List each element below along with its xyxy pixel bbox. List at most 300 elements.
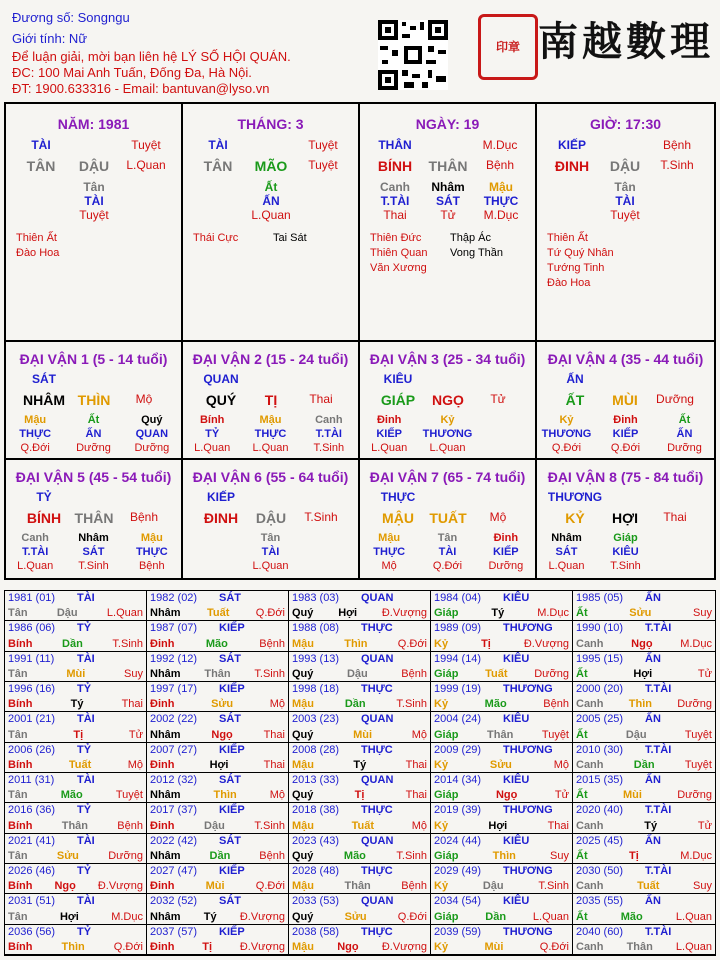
year-stem: Ất xyxy=(576,668,588,680)
hidden-cell: T.Sinh xyxy=(78,560,109,572)
hidden-cell: Kỷ xyxy=(440,414,455,426)
dai-van-title: ĐẠI VẬN 5 (45 - 54 tuổi) xyxy=(15,469,172,485)
hidden-cell: KIÊU xyxy=(612,546,639,558)
year-god: T.TÀI xyxy=(645,683,672,695)
year-label: 2017 (37) xyxy=(150,804,198,817)
year-branch: Tị xyxy=(354,789,365,802)
dai-van-hidden-row xyxy=(6,560,181,572)
year-phase: M.Dục xyxy=(680,850,712,862)
hidden-stem: Mậu xyxy=(489,180,513,194)
year-phase: Q.Đới xyxy=(397,910,427,923)
year-stem: Nhâm xyxy=(150,789,181,802)
year-cell[interactable] xyxy=(573,682,715,712)
year-branch: Thìn xyxy=(213,789,237,802)
year-stem: Kỷ xyxy=(434,819,449,832)
year-phase: L.Quan xyxy=(106,607,143,620)
year-cell[interactable] xyxy=(147,652,289,682)
pillar-stem: TÂN xyxy=(26,158,56,174)
dai-van-branch: THÌN xyxy=(77,392,111,408)
year-phase: Suy xyxy=(550,850,569,862)
year-branch: Thìn xyxy=(344,637,368,650)
dai-van-3[interactable] xyxy=(360,342,537,460)
star-label: Thiên Ất xyxy=(16,232,57,244)
year-cell[interactable] xyxy=(5,682,147,712)
annual-luck-grid xyxy=(4,590,716,956)
star-label: Văn Xương xyxy=(370,262,427,274)
hidden-cell: ẤN xyxy=(85,428,102,440)
year-label: 2021 (41) xyxy=(8,834,56,847)
year-stem: Kỷ xyxy=(434,759,449,771)
hidden-cell: L.Quan xyxy=(371,442,408,454)
year-phase: T.Sinh xyxy=(396,850,427,862)
year-label: 2032 (52) xyxy=(150,895,198,908)
year-branch: Sửu xyxy=(211,698,234,711)
year-cell[interactable] xyxy=(5,864,147,894)
year-god: QUAN xyxy=(361,652,394,665)
year-cell[interactable] xyxy=(573,894,715,924)
year-stem: Canh xyxy=(576,819,604,832)
year-stem: Bính xyxy=(8,941,33,953)
year-branch: Mão xyxy=(60,789,83,802)
dai-van-2[interactable] xyxy=(183,342,360,460)
year-stem: Giáp xyxy=(434,728,459,741)
year-phase: Q.Đới xyxy=(113,941,143,953)
year-cell[interactable] xyxy=(431,803,573,833)
year-phase: L.Quan xyxy=(675,910,712,923)
year-god: THỰC xyxy=(361,622,393,635)
year-stem: Canh xyxy=(576,880,604,893)
hidden-cell: L.Quan xyxy=(252,560,289,572)
dai-van-title: ĐẠI VẬN 7 (65 - 74 tuổi) xyxy=(369,469,526,485)
year-label: 1994 (14) xyxy=(434,652,482,665)
year-label: 2039 (59) xyxy=(434,925,482,938)
year-bottom xyxy=(150,789,285,801)
year-branch: Tý xyxy=(353,759,367,771)
year-label: 2035 (55) xyxy=(576,895,624,908)
dai-van-hidden-row xyxy=(360,532,535,544)
year-cell[interactable] xyxy=(431,712,573,742)
dai-van-branch: HỢI xyxy=(612,510,638,526)
year-cell[interactable] xyxy=(5,621,147,651)
year-branch: Tý xyxy=(491,607,505,620)
year-branch: Tuất xyxy=(351,819,375,832)
hidden-cell: Ất xyxy=(87,414,100,426)
year-branch: Ngọ xyxy=(54,880,76,893)
year-stem: Bính xyxy=(8,759,33,771)
hidden-phase: Tuyệt xyxy=(610,208,640,222)
year-cell[interactable] xyxy=(573,652,715,682)
year-branch: Hợi xyxy=(488,819,508,832)
year-god: THỰC xyxy=(361,865,393,877)
year-branch: Thìn xyxy=(492,850,516,862)
header xyxy=(0,0,720,100)
year-label: 2002 (22) xyxy=(150,713,198,726)
dai-van-god: QUAN xyxy=(203,372,239,386)
year-cell[interactable] xyxy=(573,621,715,651)
year-phase: Tử xyxy=(554,789,569,802)
year-branch: Ngọ xyxy=(211,728,233,741)
year-bottom xyxy=(150,911,285,923)
hidden-cell: Mậu xyxy=(140,532,163,544)
year-cell[interactable] xyxy=(289,743,431,773)
year-label: 2037 (57) xyxy=(150,925,198,938)
pillar-phase-top: Tuyệt xyxy=(131,138,161,152)
pillar-title: GIỜ: 17:30 xyxy=(589,116,662,132)
year-cell[interactable] xyxy=(5,925,147,955)
year-cell[interactable] xyxy=(147,803,289,833)
year-god: KIÊU xyxy=(503,713,530,726)
pillar-stem: ĐINH xyxy=(554,158,590,174)
dai-van-hidden-row xyxy=(360,414,535,426)
year-cell[interactable] xyxy=(431,925,573,955)
year-branch: Dần xyxy=(633,759,655,771)
year-cell[interactable] xyxy=(147,925,289,955)
dai-van-5[interactable] xyxy=(6,460,183,578)
dai-van-8[interactable] xyxy=(537,460,714,578)
year-cell[interactable] xyxy=(573,773,715,803)
dai-van-7[interactable] xyxy=(360,460,537,578)
year-cell[interactable] xyxy=(289,591,431,621)
year-cell[interactable] xyxy=(289,834,431,864)
year-cell[interactable] xyxy=(289,864,431,894)
hidden-cell: Nhâm xyxy=(551,532,582,544)
year-cell[interactable] xyxy=(289,925,431,955)
year-phase: Q.Đới xyxy=(255,880,285,893)
year-phase: Suy xyxy=(693,607,712,620)
star-label: Thiên Đức xyxy=(370,232,422,244)
year-phase: T.Sinh xyxy=(254,819,285,832)
year-branch: Ngọ xyxy=(337,941,359,953)
year-cell[interactable] xyxy=(573,712,715,742)
dai-van-6[interactable] xyxy=(183,460,360,578)
year-stem: Quý xyxy=(292,607,314,620)
dai-van-god: KIẾP xyxy=(206,490,235,504)
year-branch: Thân xyxy=(61,819,89,832)
year-label: 2004 (24) xyxy=(434,713,482,726)
year-cell[interactable] xyxy=(431,652,573,682)
year-cell[interactable] xyxy=(431,621,573,651)
year-bottom xyxy=(8,880,143,892)
year-phase: Bệnh xyxy=(401,880,427,893)
year-god: THỰC xyxy=(361,925,393,938)
year-bottom xyxy=(434,729,569,741)
year-cell[interactable] xyxy=(431,591,573,621)
year-god: KIÊU xyxy=(503,774,530,786)
hidden-cell: ẤN xyxy=(676,428,693,440)
year-phase: Suy xyxy=(693,880,712,893)
hidden-cell: Giáp xyxy=(613,532,638,544)
year-cell[interactable] xyxy=(147,712,289,742)
hidden-cell: L.Quan xyxy=(17,560,54,572)
year-phase: Mộ xyxy=(553,759,569,771)
pillar-phase-top: Tuyệt xyxy=(308,138,338,152)
year-label: 1992 (12) xyxy=(150,652,198,665)
year-branch: Thân xyxy=(626,941,653,953)
dai-van-stem: KỶ xyxy=(565,510,585,526)
year-stem: Canh xyxy=(576,759,604,771)
year-label: 1998 (18) xyxy=(292,683,340,695)
year-cell[interactable] xyxy=(5,712,147,742)
dai-van-hidden-row xyxy=(537,546,714,558)
year-god: THỰC xyxy=(361,743,393,756)
year-branch: Thân xyxy=(487,728,514,741)
year-god: KIẾP xyxy=(219,743,245,756)
year-cell[interactable] xyxy=(5,773,147,803)
hidden-cell: Canh xyxy=(315,414,343,426)
year-cell[interactable] xyxy=(5,803,147,833)
year-cell[interactable] xyxy=(573,864,715,894)
year-god: SÁT xyxy=(219,652,241,665)
year-god: TỶ xyxy=(77,622,92,635)
year-branch: Tị xyxy=(202,941,213,953)
year-stem: Đinh xyxy=(150,698,175,711)
year-bottom xyxy=(150,941,285,953)
year-cell[interactable] xyxy=(431,864,573,894)
dai-van-hidden-row xyxy=(6,428,181,440)
year-god: TÀI xyxy=(77,774,95,786)
dai-van-hidden-row xyxy=(6,442,181,454)
year-god: QUAN xyxy=(361,895,394,908)
year-branch: Sửu xyxy=(489,759,512,771)
year-god: THỰC xyxy=(361,683,393,695)
hidden-cell: Đinh xyxy=(613,414,638,426)
year-phase: Dưỡng xyxy=(677,789,712,802)
dai-van-god: TỶ xyxy=(36,490,52,504)
hidden-cell: TỶ xyxy=(205,428,220,440)
year-bottom xyxy=(292,607,427,619)
year-cell[interactable] xyxy=(289,803,431,833)
year-phase: Đ.Vượng xyxy=(239,910,285,923)
dai-van-4[interactable] xyxy=(537,342,714,460)
dai-van-stem: ẤT xyxy=(565,392,585,408)
year-cell[interactable] xyxy=(147,894,289,924)
year-stem: Quý xyxy=(292,910,314,923)
year-bottom xyxy=(292,729,427,741)
hidden-cell: Dưỡng xyxy=(134,442,170,454)
hidden-cell: Q.Đới xyxy=(610,442,641,454)
year-branch: Thân xyxy=(204,668,231,680)
year-phase: Dưỡng xyxy=(534,668,569,680)
year-god: TÀI xyxy=(77,592,95,604)
dai-van-phase: Dưỡng xyxy=(656,392,694,406)
hidden-cell: T.TÀI xyxy=(22,546,49,558)
year-bottom xyxy=(292,668,427,680)
year-bottom xyxy=(150,759,285,771)
year-label: 1982 (02) xyxy=(150,592,198,604)
year-cell[interactable] xyxy=(431,773,573,803)
year-label: 1997 (17) xyxy=(150,683,198,695)
dai-van-stem: QUÝ xyxy=(205,392,237,408)
year-god: SÁT xyxy=(219,713,241,726)
year-label: 2034 (54) xyxy=(434,895,482,908)
year-label: 1984 (04) xyxy=(434,592,482,604)
year-phase: T.Sinh xyxy=(538,880,569,893)
year-cell[interactable] xyxy=(431,834,573,864)
year-bottom xyxy=(292,759,427,771)
year-god: THƯƠNG xyxy=(503,865,553,877)
dai-van-branch: TỊ xyxy=(264,392,278,408)
year-label: 2022 (42) xyxy=(150,834,198,847)
year-cell[interactable] xyxy=(289,773,431,803)
hidden-cell xyxy=(300,546,358,558)
hidden-cell: TÀI xyxy=(438,546,457,558)
year-stem: Nhâm xyxy=(150,607,181,620)
year-cell[interactable] xyxy=(573,925,715,955)
dai-van-phase: Bệnh xyxy=(129,510,159,524)
hidden-cell: THỰC xyxy=(254,428,287,440)
hidden-cell: Đinh xyxy=(376,414,402,426)
year-label: 2026 (46) xyxy=(8,865,56,877)
hidden-phase: Tuyệt xyxy=(79,208,109,222)
year-cell[interactable] xyxy=(573,803,715,833)
year-god: KIẾP xyxy=(219,925,245,938)
star-label: Thái Cực xyxy=(193,232,239,244)
star-label: Tứ Quý Nhân xyxy=(547,247,614,259)
year-god: THƯƠNG xyxy=(503,622,553,635)
year-phase: T.Sinh xyxy=(396,698,427,711)
year-cell[interactable] xyxy=(147,621,289,651)
year-branch: Tuất xyxy=(637,880,660,893)
year-stem: Quý xyxy=(292,668,314,680)
year-god: QUAN xyxy=(361,834,394,847)
year-cell[interactable] xyxy=(431,682,573,712)
year-bottom xyxy=(8,729,143,741)
year-cell[interactable] xyxy=(147,834,289,864)
hidden-cell: Tân xyxy=(437,532,458,544)
hidden-cell xyxy=(300,532,358,544)
calligraphy-logo: 南越數理 xyxy=(538,18,714,65)
hidden-cell: SÁT xyxy=(82,546,105,558)
year-cell[interactable] xyxy=(5,834,147,864)
year-cell[interactable] xyxy=(573,591,715,621)
year-stem: Bính xyxy=(8,819,33,832)
year-bottom xyxy=(8,607,143,619)
pillar-3 xyxy=(537,104,714,340)
year-cell[interactable] xyxy=(5,894,147,924)
year-branch: Ngọ xyxy=(495,789,518,802)
year-phase: Q.Đới xyxy=(255,607,285,620)
year-phase: Đ.Vượng xyxy=(381,607,427,620)
year-bottom xyxy=(8,789,143,801)
year-branch: Tuất xyxy=(68,759,92,771)
year-god: ẤN xyxy=(645,713,661,726)
dai-van-phase: Thai xyxy=(663,510,687,524)
year-label: 2031 (51) xyxy=(8,895,56,908)
year-cell[interactable] xyxy=(289,682,431,712)
year-bottom xyxy=(576,880,712,892)
dai-van-god: THỰC xyxy=(380,490,416,504)
year-god: THƯƠNG xyxy=(503,743,553,756)
dai-van-hidden-row xyxy=(360,442,535,454)
year-label: 2023 (43) xyxy=(292,834,340,847)
year-stem: Bính xyxy=(8,698,33,711)
year-stem: Tân xyxy=(8,850,28,862)
year-bottom xyxy=(150,668,285,680)
dai-van-stem: GIÁP xyxy=(380,392,416,408)
year-cell[interactable] xyxy=(573,743,715,773)
year-label: 2033 (53) xyxy=(292,895,340,908)
year-label: 2027 (47) xyxy=(150,865,198,877)
dai-van-1[interactable] xyxy=(6,342,183,460)
year-cell[interactable] xyxy=(147,591,289,621)
year-cell[interactable] xyxy=(147,743,289,773)
pillar-phase: T.Sinh xyxy=(660,158,694,172)
year-bottom xyxy=(434,638,569,650)
year-label: 2030 (50) xyxy=(576,865,624,877)
dai-van-hidden-row xyxy=(183,546,358,558)
year-stem: Tân xyxy=(8,789,28,802)
year-cell[interactable] xyxy=(5,591,147,621)
year-label: 2005 (25) xyxy=(576,713,624,726)
year-cell[interactable] xyxy=(289,621,431,651)
year-stem: Kỷ xyxy=(434,880,449,893)
dai-van-title: ĐẠI VẬN 1 (5 - 14 tuổi) xyxy=(19,351,168,367)
star-label: Thiên Ất xyxy=(547,232,588,244)
year-god: SÁT xyxy=(219,834,241,847)
year-cell[interactable] xyxy=(289,652,431,682)
year-label: 2008 (28) xyxy=(292,743,340,756)
year-cell[interactable] xyxy=(147,773,289,803)
year-god: TÀI xyxy=(77,895,95,908)
dai-van-title: ĐẠI VẬN 6 (55 - 64 tuổi) xyxy=(192,469,349,485)
year-god: TỶ xyxy=(77,743,92,756)
year-stem: Mậu xyxy=(292,941,314,953)
year-cell[interactable] xyxy=(431,894,573,924)
year-stem: Tân xyxy=(8,910,28,923)
address: ĐC: 100 Mai Anh Tuấn, Đống Đa, Hà Nội. xyxy=(12,65,252,80)
hidden-cell: Dưỡng xyxy=(488,560,524,572)
year-cell[interactable] xyxy=(5,743,147,773)
year-bottom xyxy=(8,638,143,650)
dai-van-hidden-row xyxy=(183,442,358,454)
year-bottom xyxy=(8,850,143,862)
year-cell[interactable] xyxy=(289,712,431,742)
year-label: 1995 (15) xyxy=(576,652,624,665)
year-label: 1988 (08) xyxy=(292,622,340,635)
year-phase: Bệnh xyxy=(259,637,285,650)
dai-van-hidden-row xyxy=(537,560,714,572)
year-god: KIẾP xyxy=(219,804,245,817)
year-cell[interactable] xyxy=(147,864,289,894)
year-cell[interactable] xyxy=(5,652,147,682)
dai-van-hidden-row xyxy=(360,546,535,558)
year-god: TÀI xyxy=(77,713,95,726)
year-phase: Mộ xyxy=(269,698,285,711)
year-bottom xyxy=(292,850,427,862)
hidden-cell xyxy=(300,560,358,572)
hidden-stem: Ất xyxy=(264,180,278,194)
year-branch: Ngọ xyxy=(631,637,653,650)
year-god: TỶ xyxy=(77,804,92,817)
year-stem: Đinh xyxy=(150,880,175,893)
year-cell[interactable] xyxy=(573,834,715,864)
hidden-cell xyxy=(183,546,241,558)
year-cell[interactable] xyxy=(147,682,289,712)
year-god: QUAN xyxy=(361,592,394,604)
year-phase: L.Quan xyxy=(675,941,712,953)
hidden-phase: L.Quan xyxy=(251,208,291,222)
year-phase: Bệnh xyxy=(259,850,285,862)
year-stem: Nhâm xyxy=(150,668,181,680)
hidden-god: THỰC xyxy=(483,194,519,208)
year-cell[interactable] xyxy=(431,743,573,773)
hidden-stem: Canh xyxy=(380,180,410,194)
year-label: 2006 (26) xyxy=(8,743,56,756)
qr-code-icon[interactable] xyxy=(378,20,448,90)
year-branch: Dần xyxy=(344,698,366,711)
dai-van-hidden-row xyxy=(360,428,535,440)
year-cell[interactable] xyxy=(289,894,431,924)
